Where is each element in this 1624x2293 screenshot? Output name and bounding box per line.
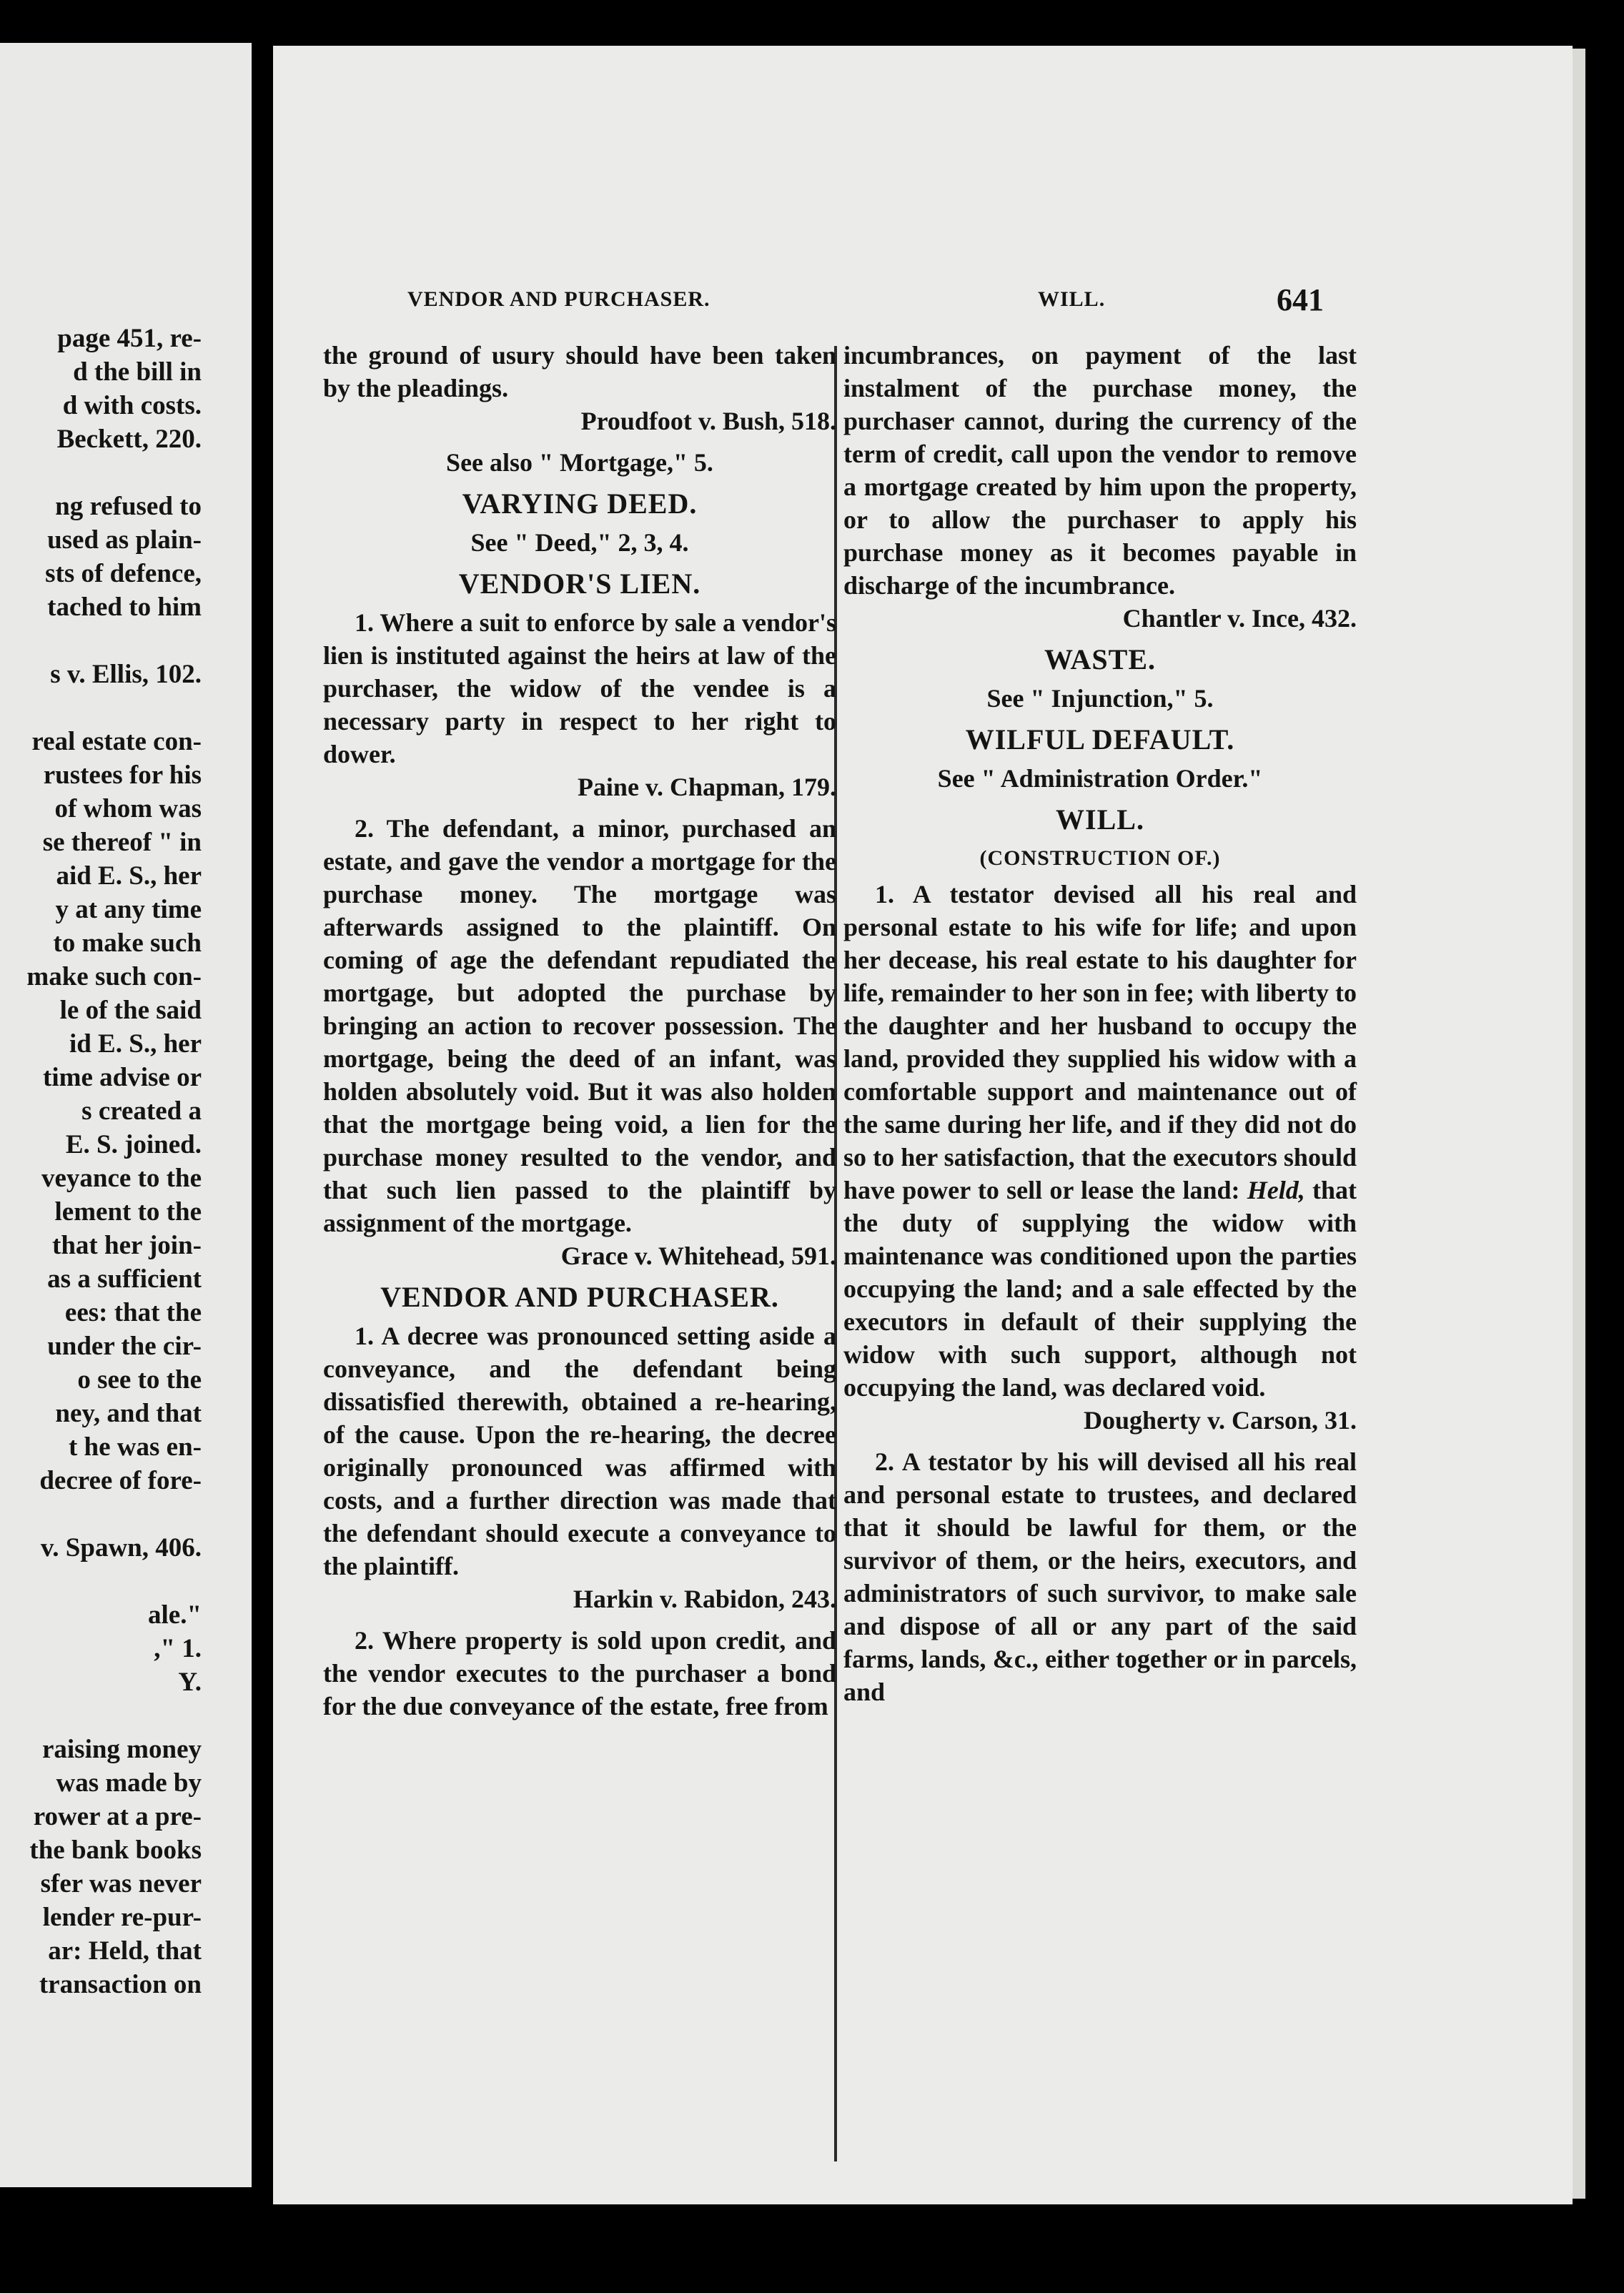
left-page-line: was made by (56, 1768, 202, 1798)
left-page-line: ees: that the (64, 1298, 202, 1327)
left-page-line: decree of fore- (39, 1466, 202, 1495)
header-left-title: VENDOR AND PURCHASER. (407, 287, 710, 311)
left-page-line: ar: Held, that (48, 1936, 202, 1966)
paragraph (843, 878, 1357, 1404)
paragraph: 1. Where a suit to enforce by sale a vendor's lien is instituted against the heirs at law of the purchaser, the widow of the vendee is a necessary party in respect to her right to dower. (323, 608, 836, 768)
left-page (0, 43, 252, 2187)
left-page-line (0, 1565, 202, 1598)
cross-reference: See " Deed," 2, 3, 4. (470, 528, 689, 557)
left-page-line: ale." (148, 1600, 202, 1630)
case-citation: Harkin v. Rabidon, 243. (573, 1585, 836, 1613)
section-heading: VENDOR AND PURCHASER. (380, 1281, 779, 1313)
left-page-line: Beckett, 220. (56, 425, 202, 454)
running-header (273, 282, 1573, 325)
left-page-line: v. Spawn, 406. (40, 1533, 202, 1562)
left-page-line: to make such (53, 928, 202, 958)
left-page-line: of whom was (54, 794, 202, 823)
left-page-line: real estate con- (31, 727, 202, 756)
case-citation: Paine v. Chapman, 179. (577, 773, 836, 801)
left-page-line: d the bill in (73, 357, 202, 387)
left-page-line: veyance to the (41, 1164, 202, 1193)
left-page-line: that her join- (52, 1231, 202, 1260)
left-page-line (0, 456, 202, 490)
left-page-line: sfer was never (40, 1869, 202, 1898)
left-page-line: lement to the (54, 1197, 202, 1227)
left-page-line: ng refused to (55, 492, 202, 521)
held-italic: Held, (1247, 1176, 1305, 1204)
left-page-line: as a sufficient (47, 1264, 202, 1294)
left-page-line: le of the said (59, 996, 202, 1025)
case-citation: Dougherty v. Carson, 31. (1083, 1406, 1357, 1435)
left-page-line: y at any time (55, 895, 202, 924)
section-heading: WASTE. (1044, 643, 1157, 675)
left-page-line: the bank books (29, 1836, 202, 1865)
right-page (273, 46, 1573, 2204)
case-citation: Proudfoot v. Bush, 518. (580, 407, 836, 435)
left-page-line (0, 1497, 202, 1531)
left-page-line: rustees for his (43, 761, 202, 790)
left-page-line: d with costs. (62, 391, 202, 420)
left-page-line: id E. S., her (69, 1029, 202, 1059)
case-citation: Chantler v. Ince, 432. (1122, 604, 1357, 633)
left-page-line: time advise or (43, 1063, 202, 1092)
left-page-line (0, 1699, 202, 1733)
case-citation: Grace v. Whitehead, 591. (560, 1242, 836, 1270)
left-page-line: sts of defence, (45, 559, 202, 588)
left-page-line: lender re-pur- (42, 1903, 202, 1932)
paragraph: the ground of usury should have been taken by the pleadings. (323, 341, 836, 402)
header-right-title: WILL. (1038, 287, 1106, 311)
left-page-line: used as plain- (47, 525, 202, 555)
left-page-line: t he was en- (68, 1432, 202, 1462)
left-page-line (0, 691, 202, 725)
section-heading: WILFUL DEFAULT. (965, 723, 1235, 756)
left-page-line: rower at a pre- (33, 1802, 202, 1831)
page-edge (1573, 49, 1585, 2199)
left-page-line: se thereof " in (42, 828, 202, 857)
left-page-line: E. S. joined. (65, 1130, 202, 1159)
section-heading: WILL. (1056, 803, 1144, 836)
page-number: 641 (1277, 282, 1324, 317)
paragraph: 2. A testator by his will devised all his real and personal estate to trustees, and declared that it should be lawful for them, or the survivor of them, or the heirs, executors, and administrators of such survivor, to make sale and dispose of all or any part of the said farms, lands, &c., either together or in parcels, and (843, 1447, 1357, 1706)
section-heading: VENDOR'S LIEN. (458, 568, 701, 600)
left-page-line: Y. (178, 1668, 202, 1697)
left-page-line: ," 1. (154, 1634, 202, 1663)
left-page-line: raising money (41, 1735, 202, 1764)
left-page-line: make such con- (26, 962, 202, 991)
left-page-text-fragments (0, 322, 202, 2001)
paragraph-text: 1. A testator devised all his real and personal estate to his wife for life; and upon her decease, his real estate to his daughter for life, remainder to her son in fee; with liberty to the daughter and her husband to occupy the land, provided they supplied his widow with a comfortable support and maintenance out of the same during her life, and if they did not do so to her satisfaction, that the executors should have power to sell or lease the land: (843, 880, 1357, 1204)
left-page-line: s created a (81, 1096, 202, 1126)
left-page-line: under the cir- (47, 1332, 202, 1361)
left-page-line: ney, and that (55, 1399, 202, 1428)
left-page-line: tached to him (47, 593, 202, 622)
cross-reference: See also " Mortgage," 5. (446, 448, 713, 477)
left-page-line: o see to the (77, 1365, 202, 1395)
left-column (323, 339, 836, 1723)
paragraph-text: that the duty of supplying the widow with maintenance was conditioned upon the parties occupying the land; and a sale effected by the executors in default of their supplying the widow with such support, although not occupying the land, was declared void. (843, 1176, 1357, 1402)
left-page-line: page 451, re- (57, 324, 202, 353)
left-page-line: aid E. S., her (56, 861, 202, 891)
paragraph: 1. A decree was pronounced setting aside a conveyance, and the defendant being dissatisfied therewith, obtained a re-hearing, of the cause. Upon the re-hearing, the decree originally pronounced was affirmed with costs, and a further direction was made that the defendant should execute a conveyance to the plaintiff. (323, 1322, 836, 1580)
cross-reference: See " Administration Order." (937, 764, 1263, 793)
paragraph: incumbrances, on payment of the last instalment of the purchase money, the purchaser cannot, during the currency of the term of credit, call upon the vendor to remove a mortgage created by him upon the property, or to allow the purchaser to apply his purchase money as it becomes payable in discharge of the incumbrance. (843, 341, 1357, 600)
left-page-line (0, 624, 202, 658)
left-page-line: transaction on (39, 1970, 202, 1999)
paragraph: 2. Where property is sold upon credit, and the vendor executes to the purchaser a bond for the due conveyance of the estate, free from (323, 1626, 836, 1720)
right-column (843, 339, 1357, 1708)
sub-heading: (CONSTRUCTION OF.) (979, 846, 1221, 870)
paragraph: 2. The defendant, a minor, purchased an estate, and gave the vendor a mortgage for the purchase money. The mortgage was afterwards assigned to the plaintiff. On coming of age the defendant repudiated the mortgage, but adopted the purchase by bringing an action to recover possession. The mortgage, being the deed of an infant, was holden absolutely void. But it was also holden that the mortgage being void, a lien for the purchase money resulted to the vendor, and that such lien passed to the plaintiff by assignment of the mortgage. (323, 814, 836, 1237)
left-page-line: s v. Ellis, 102. (50, 660, 202, 689)
section-heading: VARYING DEED. (462, 487, 698, 520)
cross-reference: See " Injunction," 5. (986, 684, 1214, 713)
